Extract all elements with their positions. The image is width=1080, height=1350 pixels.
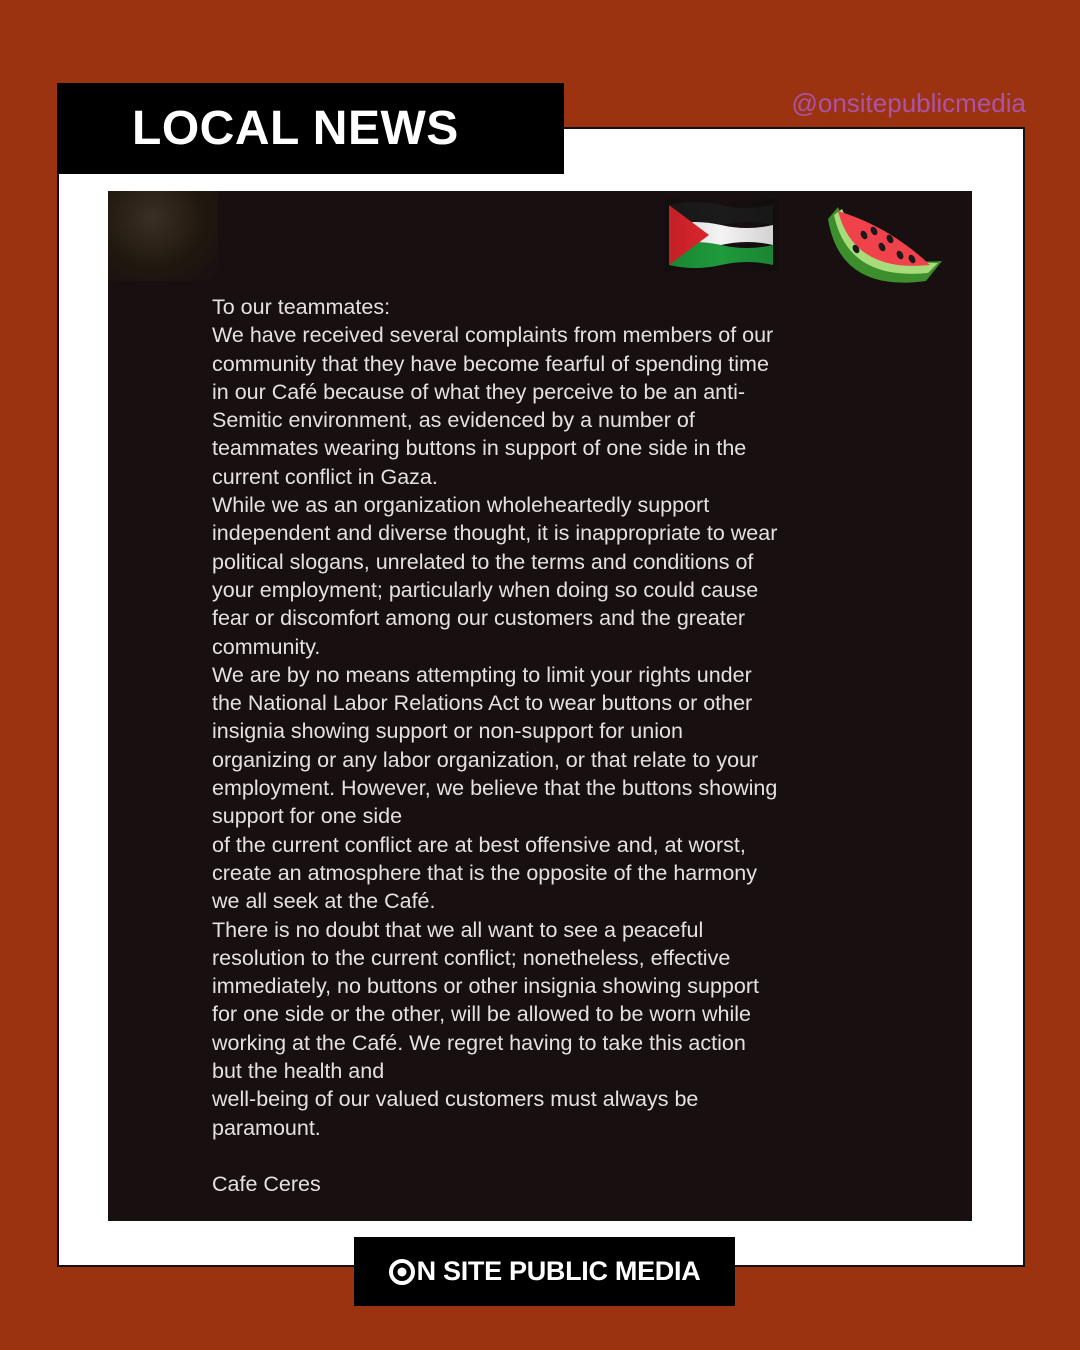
letter-line: working at the Café. We regret having to take this action [212,1030,746,1055]
letter-line: community that they have become fearful of spending time [212,351,769,376]
letter-body [212,293,862,1142]
letter-line: the National Labor Relations Act to wear buttons or other [212,691,753,716]
letter-signature: Cafe Ceres [212,1171,321,1196]
letter-line: create an atmosphere that is the opposite of the harmony [212,860,757,885]
letter-line: political slogans, unrelated to the terms and conditions of [212,549,754,574]
letter-line: we all seek at the Café. [212,889,436,914]
letter-line: While we as an organization wholeheartedly support [212,493,710,518]
letter-line: but the health and [212,1059,385,1084]
brand-footer-badge [354,1237,735,1306]
letter-line: your employment; particularly when doing so could cause [212,577,759,602]
photo-shadow [108,191,218,281]
letter-line: current conflict in Gaza. [212,464,438,489]
letter-line: resolution to the current conflict; nonetheless, effective [212,945,731,970]
letter-line: employment. However, we believe that the buttons showing [212,776,778,801]
letter-line: organizing or any labor organization, or that relate to your [212,747,759,772]
letter-line: We have received several complaints from members of our [212,323,774,348]
watermelon-icon [820,197,948,307]
letter-line: insignia showing support or non-support for union [212,719,683,744]
letter-line: paramount. [212,1115,321,1140]
letter-line: independent and diverse thought, it is inappropriate to wear [212,521,778,546]
letter-line: There is no doubt that we all want to see a peaceful [212,917,704,942]
notice-letter [212,293,862,1198]
local-news-banner: LOCAL NEWS [57,83,564,174]
letter-line: To our teammates: [212,295,391,319]
letter-line: teammates wearing buttons in support of one side in the [212,436,747,461]
letter-line: Semitic environment, as evidenced by a number of [212,408,695,433]
letter-line: We are by no means attempting to limit your rights under [212,662,752,687]
letter-line: of the current conflict are at best offensive and, at worst, [212,832,746,857]
palestine-flag-icon [665,199,777,271]
social-handle: @onsitepublicmedia [791,88,1026,118]
letter-line: support for one side [212,804,403,829]
onsite-o-logo-icon [389,1259,415,1285]
letter-line: in our Café because of what they perceive to be an anti- [212,379,746,404]
letter-line: well-being of our valued customers must always be [212,1087,699,1112]
letter-line: community. [212,634,321,659]
letter-line: fear or discomfort among our customers and the greater [212,606,745,631]
letter-line: for one side or the other, will be allowed to be worn while [212,1002,752,1027]
brand-name: N SITE PUBLIC MEDIA [416,1256,701,1286]
letter-photo [108,191,972,1221]
letter-line: immediately, no buttons or other insignia showing support [212,974,759,999]
